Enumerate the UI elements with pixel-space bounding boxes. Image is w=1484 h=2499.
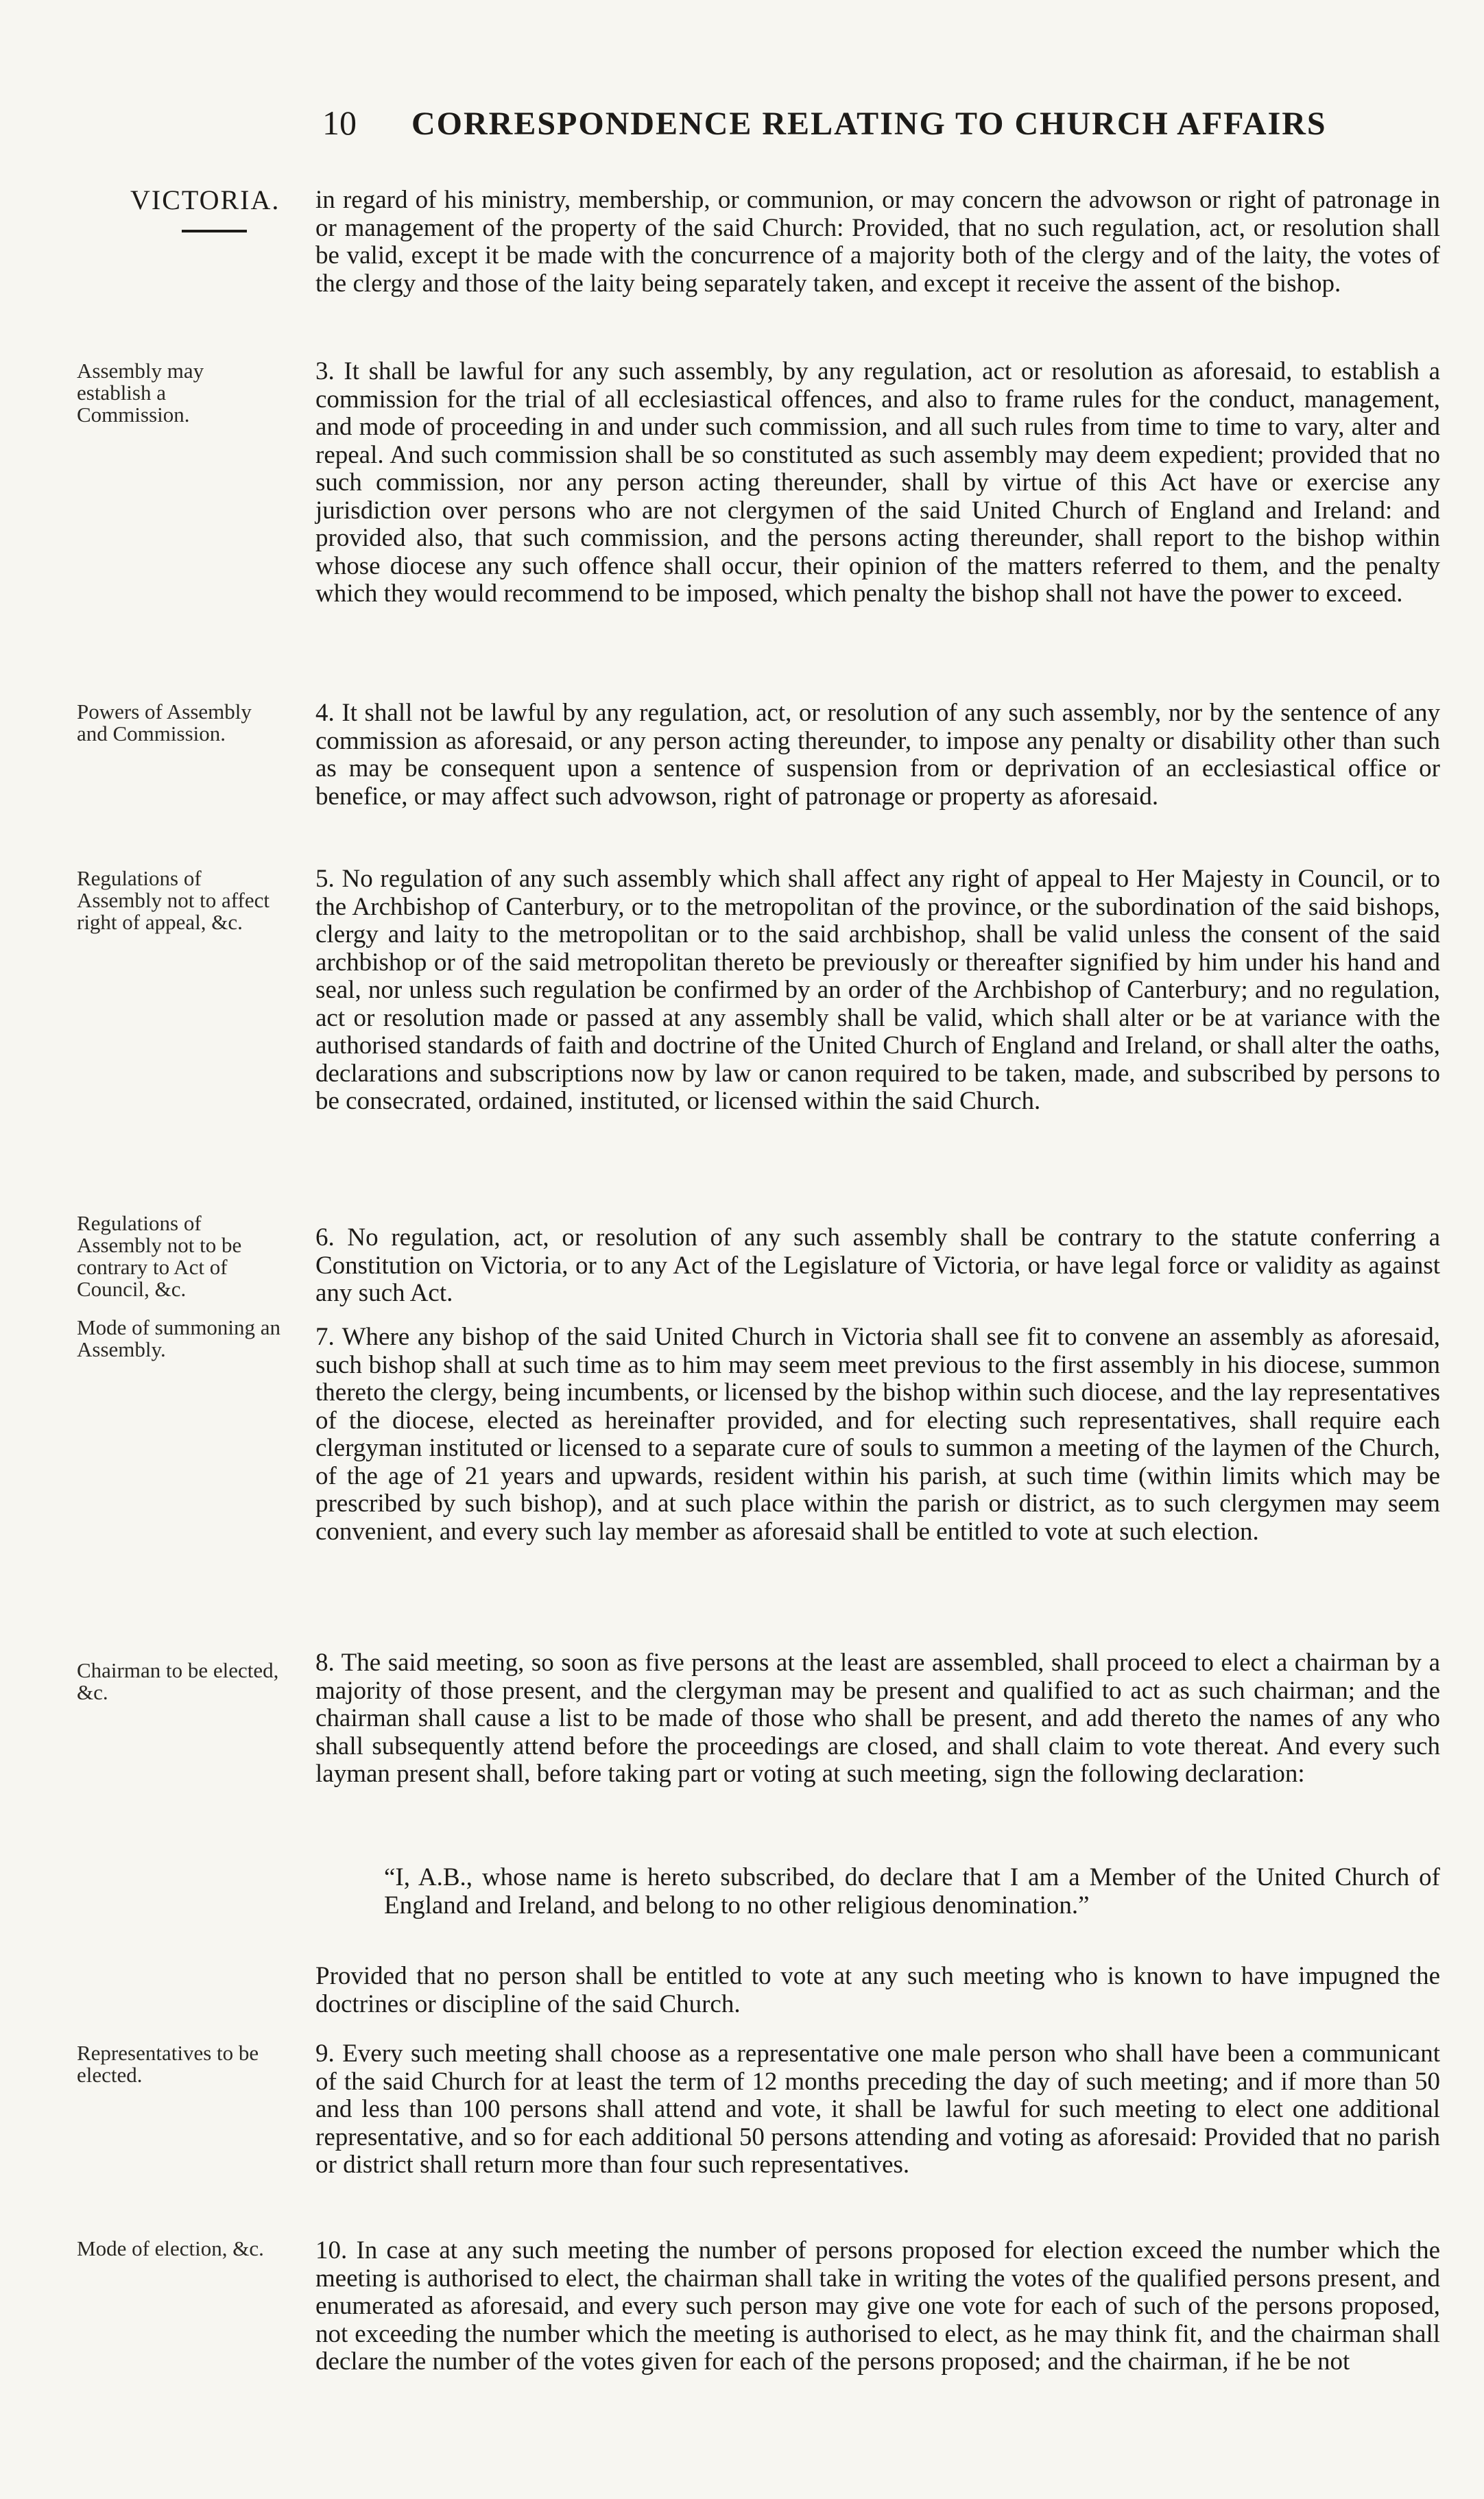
margin-note-5: Regulations of Assembly not to affect right of appeal, &c. (77, 866, 270, 934)
paragraph-6: 6. No regulation, act, or resolution of any such assembly shall be contrary to the statute conferring a Constitution on Victoria, or to any Act of the Legislature of Victoria, or have legal force or validity as against any such Act. (315, 1223, 1440, 1307)
page-header (322, 103, 1351, 143)
margin-note-9: Representatives to be elected. (77, 2041, 259, 2087)
paragraph-5: 5. No regulation of any such assembly which shall affect any right of appeal to Her Majesty in Council, or to the Archbishop of Canterbury, or to the metropolitan of the province, or the subordination of the said bishops, clergy and laity to the metropolitan or to the said archbishop, shall be valid unless the consent of the said archbishop or of the said metropolitan thereto be previously or thereafter signified by him under his hand and seal, nor unless such regulation be confirmed by an order of the Archbishop of Canterbury; and no regulation, act or resolution made or passed at any assembly shall be valid, which shall alter or be at variance with the authorised standards of faith and doctrine of the United Church of England and Ireland, or shall alter the oaths, declarations and subscriptions now by law or canon required to be taken, made, and subscribed by persons to be consecrated, ordained, instituted, or licensed within the said Church. (315, 865, 1440, 1115)
paragraph-9: 9. Every such meeting shall choose as a representative one male person who shall have been a communicant of the said Church for at least the term of 12 months preceding the day of such meeting; and if more than 50 and less than 100 persons shall attend and vote, it shall be lawful for such meeting to elect one additional representative, and so for each additional 50 persons attending and voting as aforesaid: Provided that no parish or district shall return more than four such representatives. (315, 2040, 1440, 2179)
margin-note-4: Powers of Assembly and Commission. (77, 700, 252, 745)
margin-note-10: Mode of election, &c. (77, 2236, 264, 2260)
declaration-quote: “I, A.B., whose name is hereto subscribed, do declare that I am a Member of the United Church of England and Ireland, and belong to no other religious denomination.” (384, 1863, 1440, 1920)
margin-note-3: Assembly may establish a Commission. (77, 359, 204, 427)
page-number: 10 (322, 104, 357, 142)
paragraph-3: 3. It shall be lawful for any such assembly, by any regulation, act or resolution as aforesaid, to establish a commission for the trial of all ecclesiastical offences, and also to frame rules for the conduct, management, and mode of proceeding in and under such commission, and all such rules from time to time to vary, alter and repeal. And such commission shall be so constituted as such assembly may deem expedient; provided that no such commission, nor any person acting thereunder, shall by virtue of this Act have or exercise any jurisdiction over persons who are not clergymen of the said United Church of England and Ireland: and provided also, that such commission, and the persons acting thereunder, shall report to the bishop within whose diocese any such offence shall occur, their opinion of the matters referred to them, and the penalty which they would recommend to be imposed, which penalty the bishop shall not have the power to exceed. (315, 357, 1440, 608)
side-heading-rule (182, 230, 247, 232)
paragraph-7: 7. Where any bishop of the said United Church in Victoria shall see fit to convene an assembly as aforesaid, such bishop shall at such time as to him may seem meet previous to the first assembly in his diocese, summon thereto the clergy, being incumbents, or licensed by the bishop within such diocese, and the lay representatives of the diocese, elected as hereinafter provided, and for electing such representatives, shall require each clergyman instituted or licensed to a separate cure of souls to summon a meeting of the laymen of the Church, of the age of 21 years and upwards, resident within his parish, at such time (within limits which may be prescribed by such bishop), and at such place within the parish or district, as to such clergymen may seem convenient, and every such lay member as aforesaid shall be entitled to vote at such election. (315, 1323, 1440, 1546)
margin-note-6: Regulations of Assembly not to be contrary to Act of Council, &c. (77, 1211, 242, 1301)
paragraph-8: 8. The said meeting, so soon as five persons at the least are assembled, shall proceed to elect a chairman by a majority of those present, and the clergyman may be present and qualified to act as such chairman; and the chairman shall cause a list to be made of those who shall be present, and add thereto the names of any who shall subsequently attend before the proceedings are closed, and shall claim to vote thereat. And every such layman present shall, before taking part or voting at such meeting, sign the following declaration: (315, 1649, 1440, 1788)
side-heading: VICTORIA. (130, 184, 280, 215)
paragraph-8-proviso: Provided that no person shall be entitled to vote at any such meeting who is known to have impugned the doctrines or discipline of the said Church. (315, 1962, 1440, 2018)
margin-note-7: Mode of summoning an Assembly. (77, 1315, 281, 1361)
paragraph-10: 10. In case at any such meeting the number of persons proposed for election exceed the number which the meeting is authorised to elect, the chairman shall take in writing the votes of the qualified persons present, and enumerated as aforesaid, and every such person may give one vote for each of such of the persons proposed, not exceeding the number which the meeting is authorised to elect, as he may think fit, and the chairman shall declare the number of the votes given for each of the persons proposed; and the chairman, if he be not (315, 2236, 1440, 2376)
paragraph-intro: in regard of his ministry, membership, or communion, or may concern the advowson or right of patronage in or management of the property of the said Church: Provided, that no such regulation, act, or resolution shall be valid, except it be made with the concurrence of a majority both of the clergy and of the laity, the votes of the clergy and those of the laity being separately taken, and except it receive the assent of the bishop. (315, 186, 1440, 298)
margin-note-8: Chairman to be elected, &c. (77, 1658, 279, 1704)
paragraph-4: 4. It shall not be lawful by any regulation, act, or resolution of any such assembly, nor by the sentence of any commission as aforesaid, or any person acting thereunder, to impose any penalty or disability other than such as may be consequent upon a sentence of suspension from or deprivation of an ecclesiastical office or benefice, or may affect such advowson, right of patronage or property as aforesaid. (315, 699, 1440, 811)
running-title: CORRESPONDENCE RELATING TO CHURCH AFFAIRS (411, 106, 1327, 142)
